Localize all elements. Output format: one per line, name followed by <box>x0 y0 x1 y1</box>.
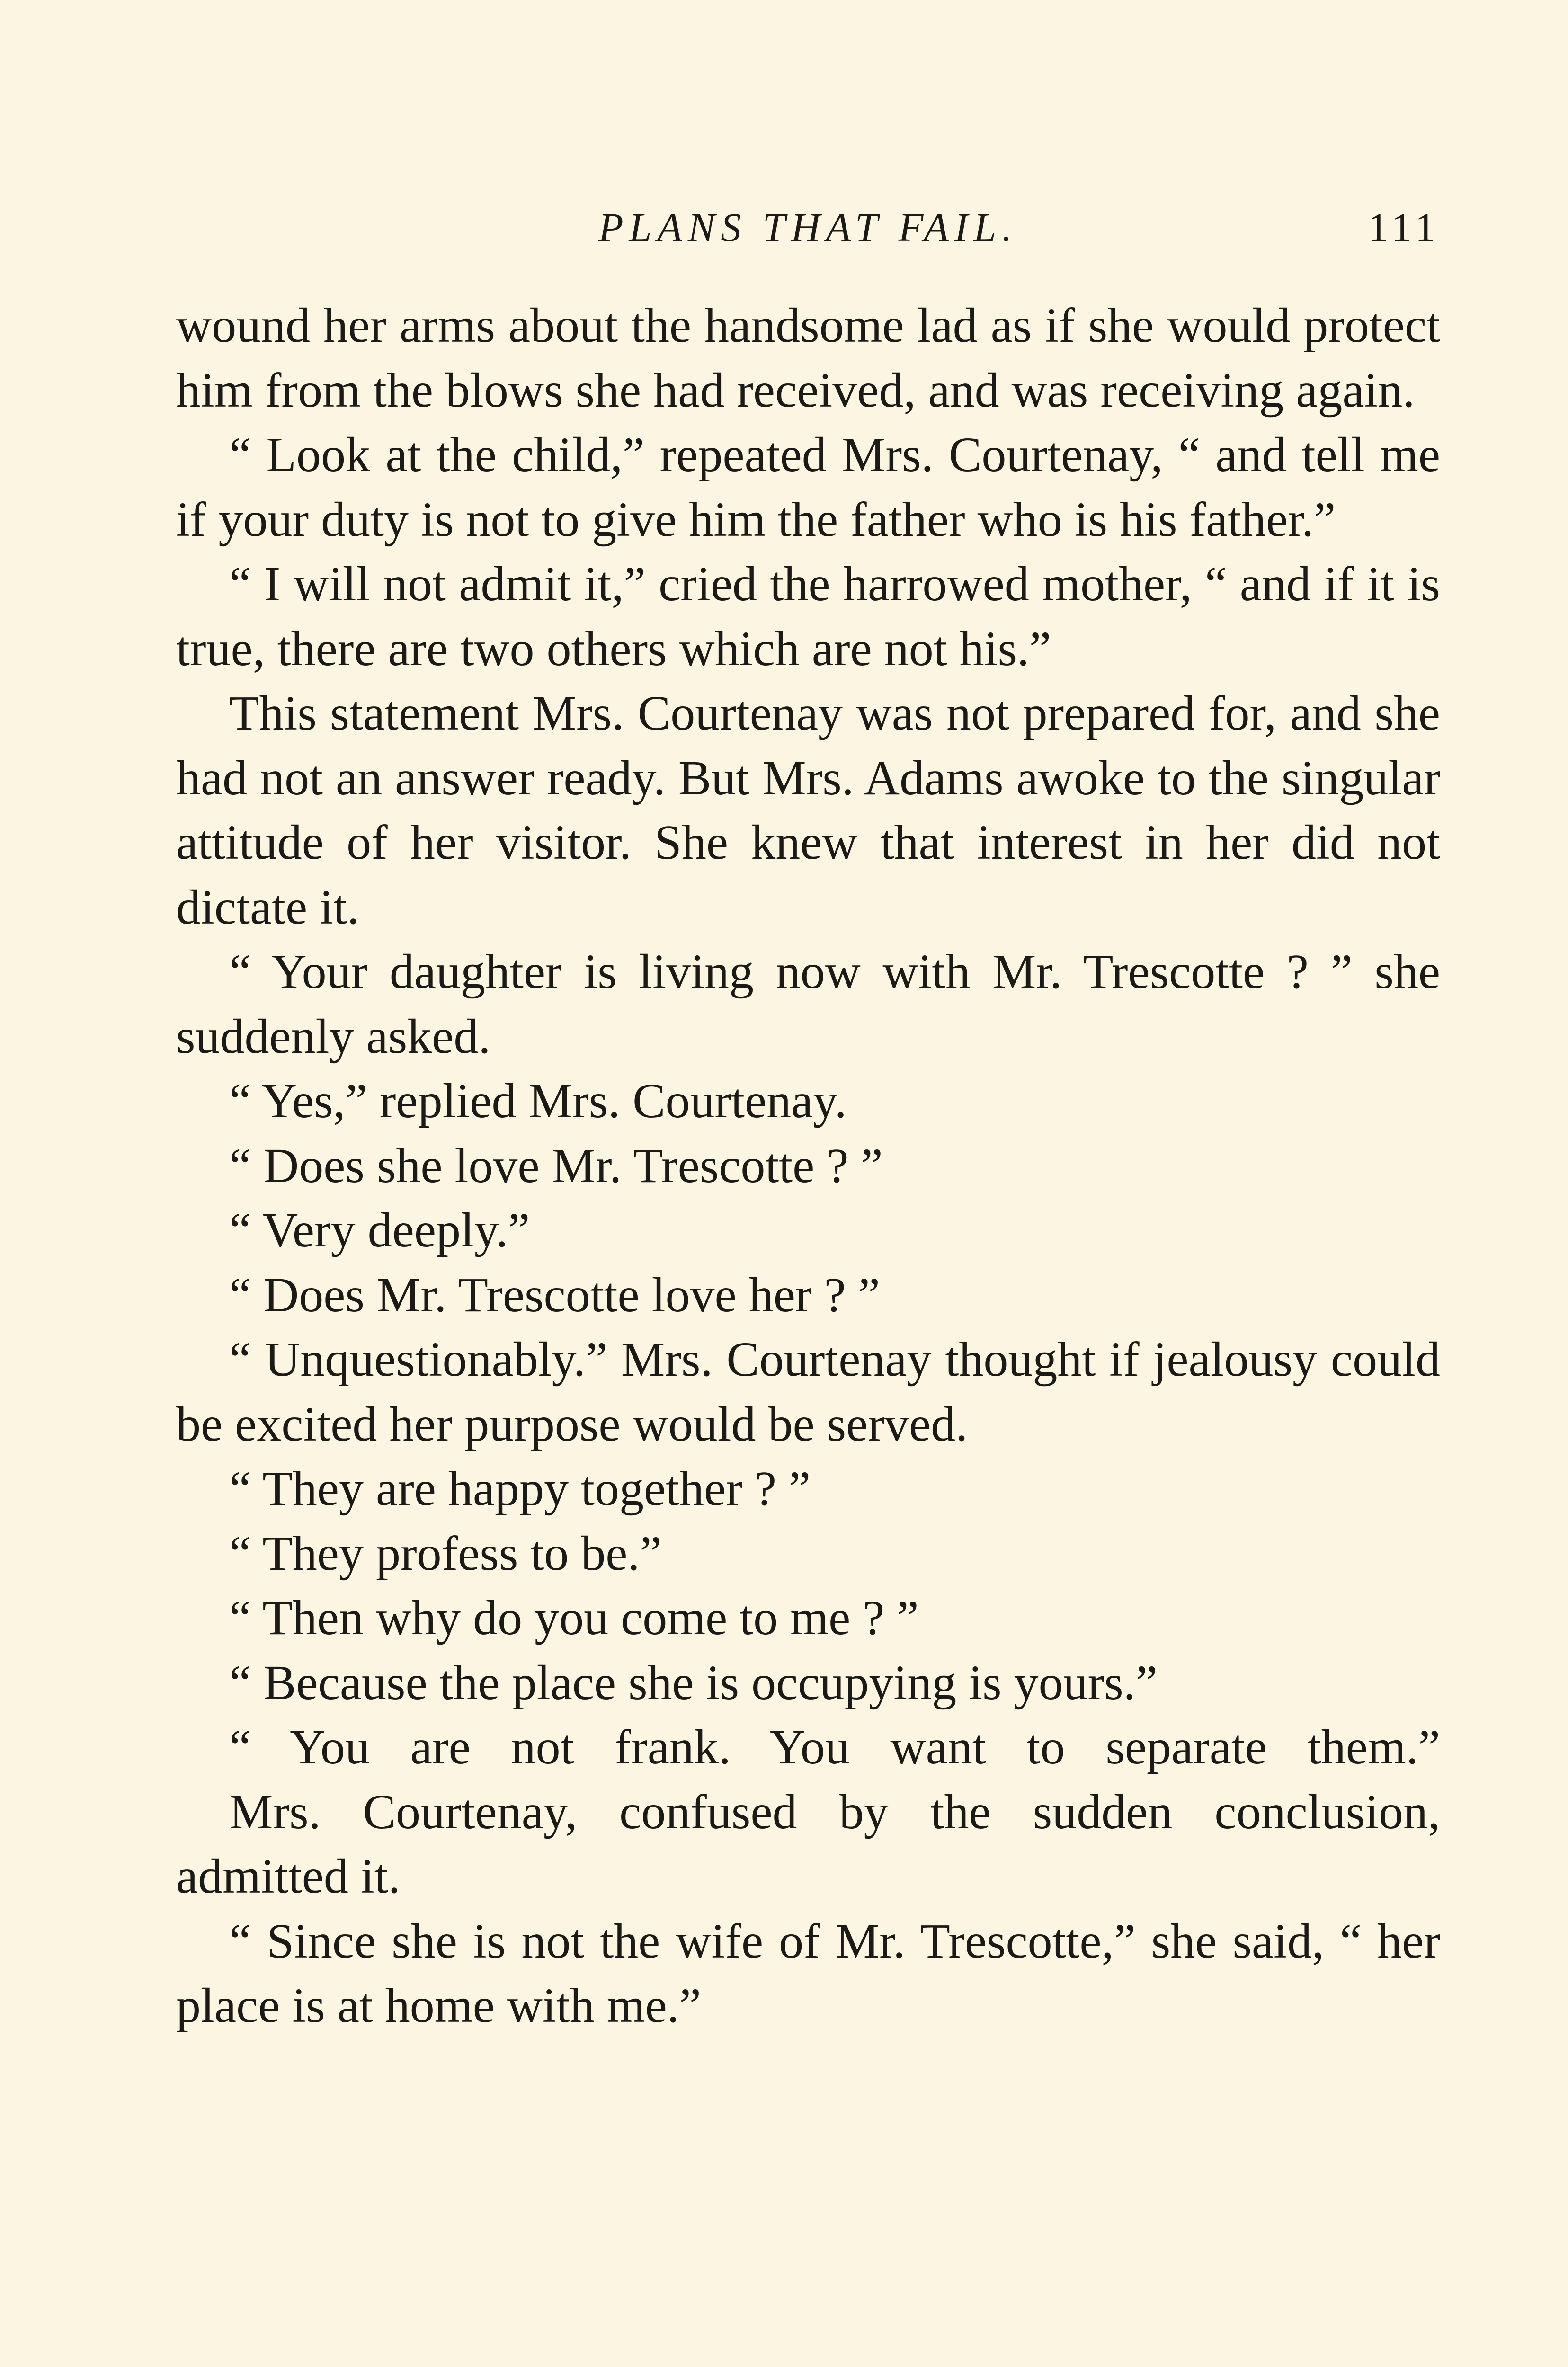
paragraph: Mrs. Courtenay, confused by the sudden conclusion, admitted it. <box>176 1784 1440 1904</box>
paragraph: This statement Mrs. Courtenay was not prepared for, and she had not an answer ready. But Mrs. Adams awoke to the singular attitude of her visitor. She knew that interest in her did not dictate it. <box>176 686 1440 934</box>
paragraph: “ I will not admit it,” cried the harrowed mother, “ and if it is true, there are two others which are not his.” <box>176 557 1440 676</box>
paragraph: “ They are happy together ? ” <box>229 1461 811 1516</box>
page-header <box>176 199 1440 256</box>
paragraph: “ Since she is not the wife of Mr. Trescotte,” she said, “ her place is at home with me.” <box>176 1913 1440 2033</box>
paragraph: “ Then why do you come to me ? ” <box>229 1591 919 1645</box>
running-head: PLANS THAT FAIL. <box>598 205 1018 250</box>
paragraph-continued: wound her arms about the handsome lad as if she would protect him from the blows she had received, and was receiving again. <box>176 298 1440 418</box>
paragraph: “ Look at the child,” repeated Mrs. Courtenay, “ and tell me if your duty is not to give him the father who is his father.” <box>176 427 1440 547</box>
paragraph: “ Yes,” replied Mrs. Courtenay. <box>229 1074 847 1128</box>
paragraph: “ Because the place she is occupying is yours.” <box>229 1655 1158 1710</box>
body-text <box>176 294 1440 2038</box>
paragraph: “ You are not frank. You want to separate them.” <box>229 1720 1440 1774</box>
paragraph: “ Your daughter is living now with Mr. Trescotte ? ” she suddenly asked. <box>176 944 1440 1064</box>
paragraph: “ They profess to be.” <box>229 1526 662 1581</box>
paragraph: “ Very deeply.” <box>229 1203 530 1257</box>
page-number: 111 <box>1368 205 1440 250</box>
paragraph: “ Does Mr. Trescotte love her ? ” <box>229 1267 880 1322</box>
paragraph: “ Does she love Mr. Trescotte ? ” <box>229 1138 883 1193</box>
paragraph: “ Unquestionably.” Mrs. Courtenay thought if jealousy could be excited her purpose would be served. <box>176 1332 1440 1451</box>
